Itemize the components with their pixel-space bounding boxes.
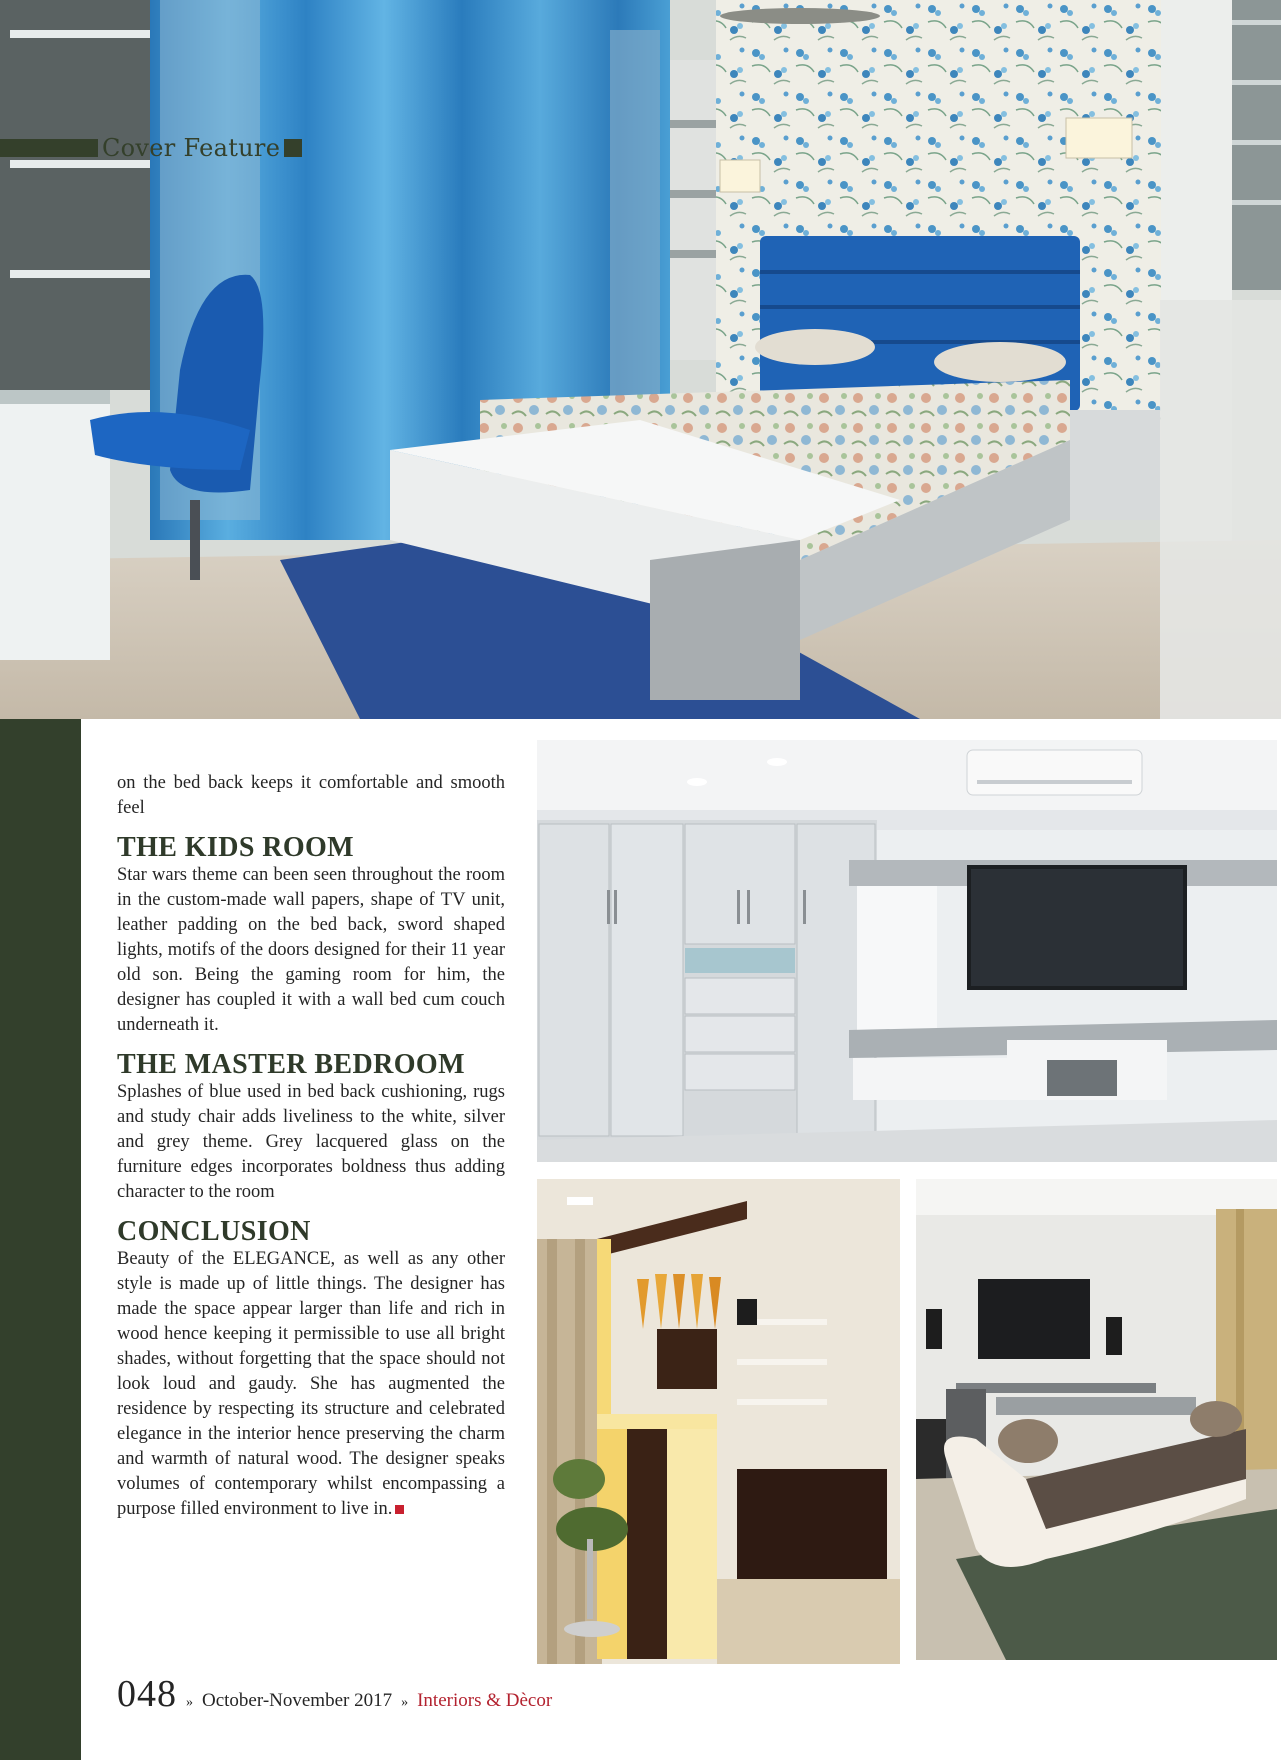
article-text xyxy=(117,771,505,1522)
page-footer xyxy=(117,1672,553,1715)
conclusion-section xyxy=(117,1217,505,1522)
end-mark xyxy=(395,1505,404,1514)
section-tag-label: Cover Feature xyxy=(102,134,281,162)
footer-separator: » xyxy=(186,1695,193,1710)
master-bedroom-photo xyxy=(0,0,1281,719)
conclusion-paragraph xyxy=(117,1247,505,1522)
magazine-name: Interiors & Dècor xyxy=(417,1690,553,1711)
kids-room-section xyxy=(117,833,505,1038)
lounge-photo xyxy=(916,1179,1277,1660)
issue-date: October-November 2017 xyxy=(202,1690,393,1711)
bar-counter-photo xyxy=(537,1179,900,1664)
section-tag xyxy=(0,136,302,160)
kids-room-photo xyxy=(537,740,1277,1162)
page-number: 048 xyxy=(117,1673,177,1715)
kids-room-heading: THE KIDS ROOM xyxy=(117,832,355,863)
kids-room-body: Star wars theme can been seen throughout the room in the custom-made wall papers, shape of TV unit, leather padding on the bed back, sword shaped lights, motifs of the doors designed for their 11 year old son. Being the gaming room for him, the designer has coupled it with a wall bed cum couch underneath it. xyxy=(117,865,505,1035)
section-tag-square xyxy=(284,139,302,157)
master-bedroom-section xyxy=(117,1050,505,1205)
master-bedroom-body: Splashes of blue used in bed back cushioning, rugs and study chair adds liveliness to the white, silver and grey theme. Grey lacquered glass on the furniture edges incorporates boldness thus adding character to the room xyxy=(117,1082,505,1202)
conclusion-heading: CONCLUSION xyxy=(117,1216,311,1247)
section-tag-bar xyxy=(0,139,98,157)
intro-paragraph: on the bed back keeps it comfortable and smooth feel xyxy=(117,773,505,818)
master-bedroom-heading: THE MASTER BEDROOM xyxy=(117,1049,465,1080)
footer-separator: » xyxy=(401,1695,409,1710)
conclusion-body: Beauty of the ELEGANCE, as well as any other style is made up of little things. The designer has made the space appear larger than life and rich in wood hence keeping it permissible to use all bright shades, without forgetting that the space should not look loud and gaudy. She has augmented the residence by respecting its structure and celebrated elegance in the interior hence preserving the charm and warmth of natural wood. The designer speaks volumes of contemporary whilst encompassing a purpose filled environment to live in. xyxy=(117,1249,505,1519)
side-color-band xyxy=(0,719,81,1760)
